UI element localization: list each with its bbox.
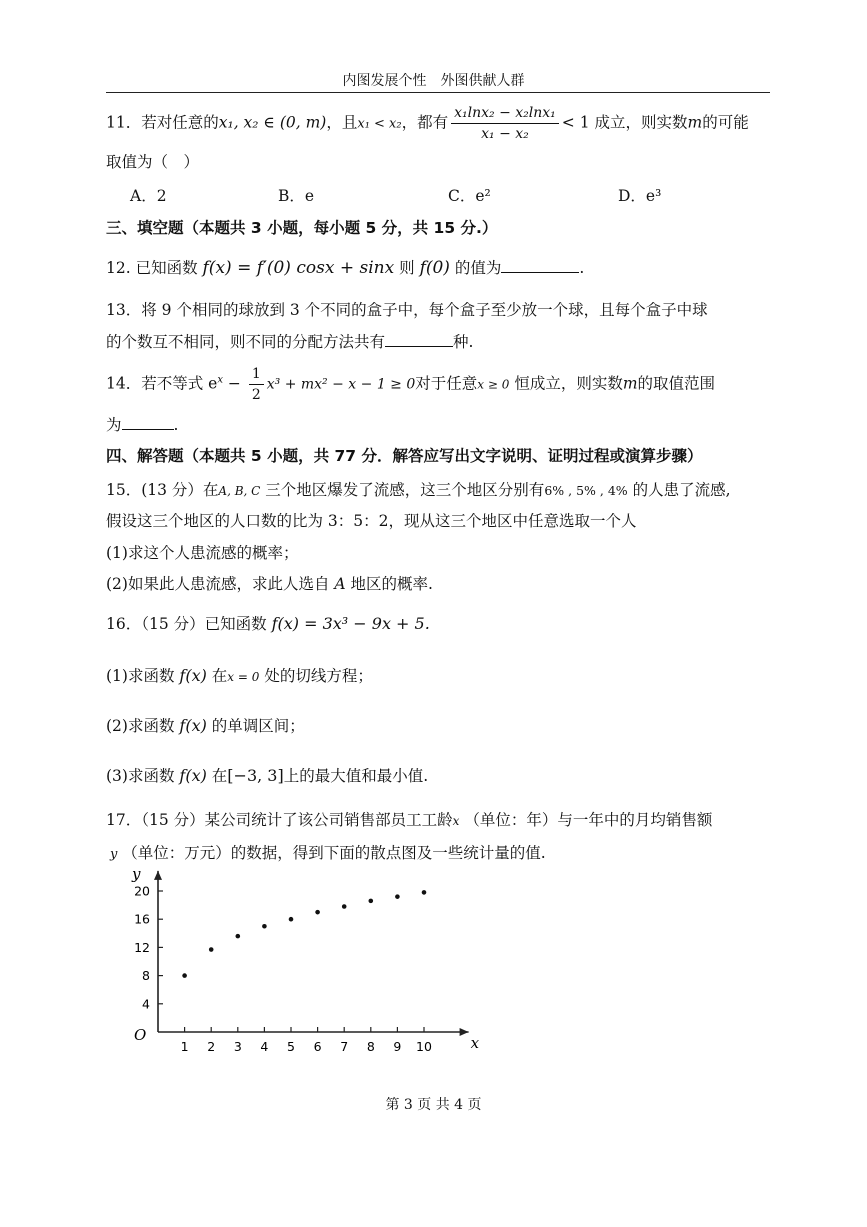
q11-fraction bbox=[451, 105, 559, 142]
q13-line2 bbox=[106, 330, 473, 352]
q17-text-a: 17．（15 分）某公司统计了该公司销售部员工工龄 bbox=[106, 811, 453, 829]
x-tick-label: 2 bbox=[207, 1039, 216, 1054]
q12-line bbox=[106, 256, 584, 278]
data-point bbox=[395, 894, 400, 899]
x-tick-label: 7 bbox=[340, 1039, 349, 1054]
q15-sub1: (1)求这个人患流感的概率； bbox=[106, 544, 299, 562]
q15-text-c: 的人患了流感, bbox=[632, 481, 731, 499]
q13-text-b: 种. bbox=[453, 333, 474, 351]
q16-text-a: 16．（15 分）已知函数 bbox=[106, 615, 267, 633]
q12-end: . bbox=[579, 259, 585, 277]
section3-title: 三、填空题（本题共 3 小题，每小题 5 分，共 15 分.） bbox=[106, 219, 498, 237]
x-tick-label: 10 bbox=[416, 1039, 432, 1054]
q11-text-e: 的可能 bbox=[702, 113, 749, 132]
q14-sup-x: x bbox=[217, 374, 223, 386]
q11-option-b: B．e bbox=[278, 187, 315, 205]
data-point bbox=[422, 890, 427, 895]
q17-var-y: y bbox=[110, 847, 118, 862]
origin-label: O bbox=[134, 1026, 147, 1044]
q11-frac-den: x₁ − x₂ bbox=[481, 126, 529, 142]
q16-sub3-b: 在 bbox=[211, 767, 228, 785]
q15-text-b: 三个地区爆发了流感，这三个地区分别有 bbox=[265, 481, 545, 499]
data-point bbox=[289, 917, 294, 922]
q15-line2: 假设这三个地区的人口数的比为 3：5：2，现从这三个地区中任意选取一个人 bbox=[106, 512, 637, 530]
page-footer: 第 3 页 共 4 页 bbox=[385, 1097, 482, 1113]
y-axis-label: y bbox=[132, 864, 141, 883]
data-point bbox=[342, 904, 347, 909]
q16-expr: f(x) = 3x³ − 9x + 5. bbox=[271, 614, 430, 633]
q17-text-b: （单位：年）与一年中的月均销售额 bbox=[464, 811, 713, 829]
x-tick-label: 1 bbox=[180, 1039, 189, 1054]
scatter-chart bbox=[120, 864, 480, 1068]
q12-text-a: 12. 已知函数 bbox=[106, 259, 198, 277]
data-point bbox=[182, 973, 187, 978]
x-axis-label: x bbox=[470, 1034, 480, 1052]
y-tick-label: 4 bbox=[142, 996, 150, 1012]
data-point bbox=[315, 910, 320, 915]
q15-places: A, B, C bbox=[218, 484, 261, 498]
q16-sub1-b: 在 bbox=[211, 667, 228, 685]
q14-minus: − bbox=[222, 374, 246, 393]
q16-sub1-c: 处的切线方程； bbox=[264, 667, 373, 685]
q11-text-a: 11．若对任意的 bbox=[106, 113, 219, 132]
q11-text-b: ，且 bbox=[326, 113, 358, 132]
q11-var-m: m bbox=[687, 113, 703, 132]
q14-text-c: 恒成立，则实数 bbox=[514, 374, 623, 393]
x-tick-label: 4 bbox=[260, 1039, 269, 1054]
q11-option-a: A．2 bbox=[130, 187, 167, 205]
q14-line2 bbox=[106, 413, 178, 435]
data-point bbox=[262, 924, 267, 929]
q16-sub1-fx: f(x) bbox=[179, 666, 207, 685]
q14-frac-num: 1 bbox=[249, 366, 264, 385]
x-axis-arrow bbox=[460, 1028, 469, 1036]
q11-option-d: D．e³ bbox=[618, 187, 662, 205]
y-tick-label: 12 bbox=[134, 939, 150, 955]
q11-option-c: C．e² bbox=[448, 187, 491, 205]
q15-sub2-var: A bbox=[334, 575, 346, 593]
q12-text-c: 的值为 bbox=[454, 259, 502, 277]
q15-text-a: 15．(13 分）在 bbox=[106, 481, 219, 499]
q13-text-a: 的个数互不相同，则不同的分配方法共有 bbox=[106, 333, 386, 351]
q17-text-line2: （单位：万元）的数据，得到下面的散点图及一些统计量的值. bbox=[122, 844, 546, 862]
q11-order: x₁ < x₂ bbox=[357, 116, 402, 132]
q17-var-x: x bbox=[452, 814, 460, 828]
q16-sub3-c: 上的最大值和最小值. bbox=[283, 767, 429, 785]
q14-text-a: 14．若不等式 e bbox=[106, 374, 218, 393]
page-header: 内图发展个性 外图供献人群 bbox=[342, 73, 525, 89]
q15-sub2 bbox=[106, 572, 433, 594]
q14-answer-blank bbox=[122, 415, 174, 430]
q14-line1 bbox=[106, 366, 715, 403]
q16-sub3-fx: f(x) bbox=[179, 766, 207, 785]
q16-sub3-a: (3)求函数 bbox=[106, 767, 175, 785]
q16-sub1 bbox=[106, 664, 373, 686]
q11-frac-num: x₁lnx₂ − x₂lnx₁ bbox=[451, 105, 559, 124]
q11-line2: 取值为（ ） bbox=[106, 153, 200, 171]
q16-sub3-interval: [−3, 3] bbox=[227, 766, 284, 785]
y-axis-arrow bbox=[154, 871, 162, 880]
q14-end: . bbox=[173, 416, 179, 434]
q17-line1 bbox=[106, 808, 712, 830]
q11-line1 bbox=[106, 105, 749, 142]
data-point bbox=[236, 934, 241, 939]
q17-line2 bbox=[110, 841, 546, 863]
q14-line2-text: 为 bbox=[106, 416, 122, 434]
q14-frac-den: 2 bbox=[251, 387, 261, 403]
x-tick-label: 3 bbox=[233, 1039, 242, 1054]
q15-sub2-a: (2)如果此人患流感，求此人选自 bbox=[106, 575, 330, 593]
q16-sub1-point: x = 0 bbox=[227, 670, 260, 684]
q16-sub2-b: 的单调区间； bbox=[211, 717, 305, 735]
x-tick-label: 5 bbox=[287, 1039, 295, 1054]
q16-sub3 bbox=[106, 764, 428, 786]
q14-var-m: m bbox=[622, 374, 638, 393]
q11-text-c: ，都有 bbox=[401, 113, 449, 132]
q16-line bbox=[106, 612, 430, 634]
q14-fraction bbox=[249, 366, 264, 403]
q15-rates: 6% , 5% , 4% bbox=[544, 483, 628, 498]
section4-title: 四、解答题（本题共 5 小题，共 77 分．解答应写出文字说明、证明过程或演算步骤） bbox=[106, 447, 703, 465]
x-tick-label: 9 bbox=[393, 1039, 402, 1054]
x-tick-label: 6 bbox=[313, 1039, 322, 1054]
data-point bbox=[209, 947, 214, 952]
q11-condition: x₁, x₂ ∈ (0, m) bbox=[218, 113, 327, 132]
q15-line1 bbox=[106, 478, 731, 500]
q13-answer-blank bbox=[385, 332, 453, 347]
y-tick-label: 16 bbox=[134, 911, 150, 927]
q14-text-b: 对于任意 bbox=[415, 374, 478, 393]
q15-sub2-b: 地区的概率. bbox=[350, 575, 433, 593]
q12-expr2: f(0) bbox=[419, 258, 450, 278]
q16-sub1-a: (1)求函数 bbox=[106, 667, 175, 685]
q14-expr: x³ + mx² − x − 1 ≥ 0 bbox=[266, 376, 416, 393]
y-tick-label: 8 bbox=[142, 968, 150, 984]
q16-sub2-fx: f(x) bbox=[179, 716, 207, 735]
q13-line1: 13．将 9 个相同的球放到 3 个不同的盒子中，每个盒子至少放一个球，且每个盒子中球 bbox=[106, 301, 708, 319]
q16-sub2 bbox=[106, 714, 305, 736]
q11-text-d: < 1 成立，则实数 bbox=[561, 113, 688, 132]
data-point bbox=[369, 899, 374, 904]
q14-condition: x ≥ 0 bbox=[477, 377, 510, 392]
q12-expr: f(x) = f′(0) cosx + sinx bbox=[202, 258, 395, 278]
x-tick-label: 8 bbox=[366, 1039, 375, 1054]
header-rule bbox=[106, 92, 770, 93]
q16-sub2-a: (2)求函数 bbox=[106, 717, 175, 735]
q12-text-b: 则 bbox=[399, 259, 415, 277]
y-tick-label: 20 bbox=[134, 883, 150, 899]
q12-answer-blank bbox=[501, 258, 579, 273]
q14-text-d: 的取值范围 bbox=[637, 374, 716, 393]
